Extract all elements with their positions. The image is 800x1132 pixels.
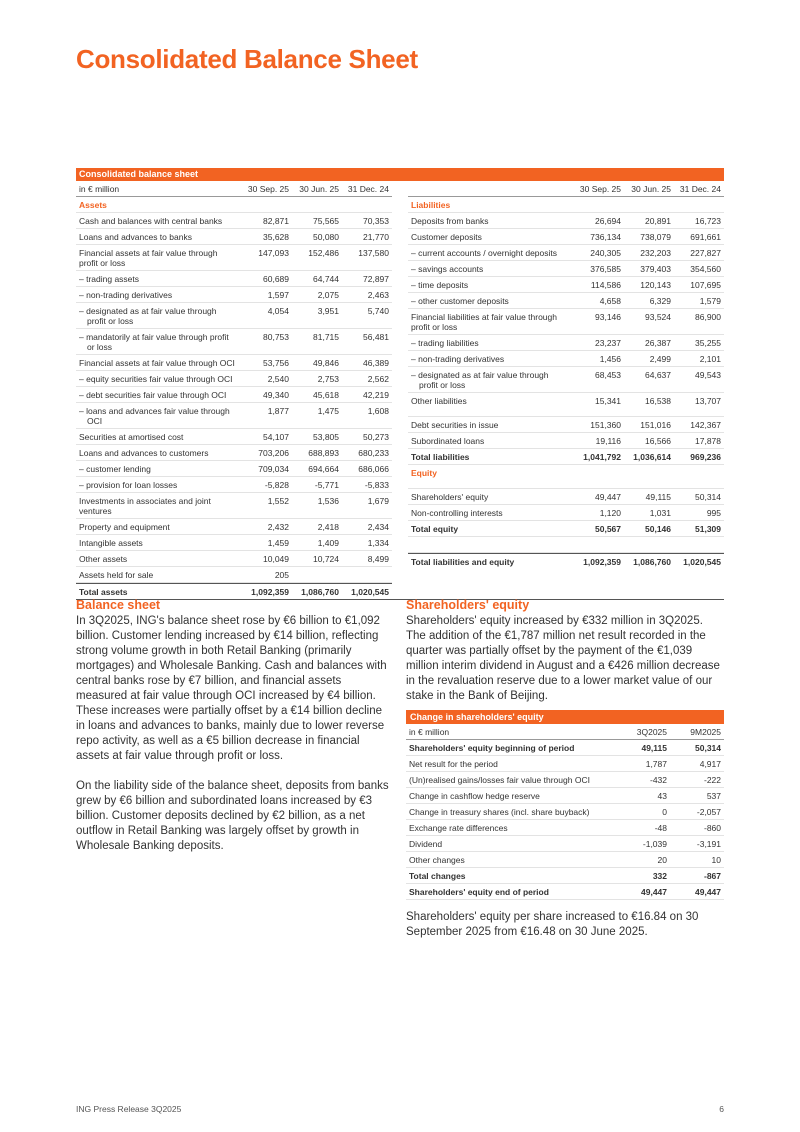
row-label: – debt securities fair value through OCI [79,389,227,400]
cell-value: 1,877 [267,405,289,416]
cell-value: 680,233 [358,447,389,458]
table-row [76,355,392,371]
cell-value: -3,191 [696,838,721,849]
table-row [76,229,392,245]
cell-value: 72,897 [363,273,389,284]
row-label: – other customer deposits [411,295,509,306]
cell-value: -5,771 [314,479,339,490]
cell-value: 240,305 [590,247,621,258]
row-label: – time deposits [411,279,469,290]
row-label: Investments in associates and joint ventures [79,495,211,516]
table-row [76,303,392,329]
cell-value: 81,715 [313,331,339,342]
cell-value: 0 [662,806,667,817]
row-label: Loans and advances to banks [79,231,192,242]
cell-value: 703,206 [258,447,289,458]
table-row [406,820,724,836]
cell-value: 49,846 [313,357,339,368]
cell-value: 49,447 [595,491,621,502]
cell-value: 64,637 [645,369,671,380]
row-label: Total changes [409,870,466,881]
cell-value: 1,020,545 [351,586,389,597]
table-row [406,868,724,884]
cell-value: 49,543 [695,369,721,380]
row-label: – customer lending [79,463,151,474]
section-header [408,197,724,213]
row-label: – trading liabilities [411,337,479,348]
col-header: 31 Dec. 24 [679,183,721,194]
cell-value: 691,661 [690,231,721,242]
cell-value: 6,329 [649,295,671,306]
balance-sheet-commentary [76,598,394,869]
row-label: – trading assets [79,273,140,284]
table-row [406,788,724,804]
col-header: 3Q2025 [636,726,667,737]
row-label: Subordinated loans [411,435,485,446]
cell-value: 151,016 [640,419,671,430]
table-row [408,393,724,417]
cell-value: 2,418 [317,521,339,532]
cell-value: -5,828 [264,479,289,490]
row-label: – provision for loan losses [79,479,178,490]
col-header: 9M2025 [690,726,721,737]
balance-sheet-table [76,168,724,600]
cell-value: 2,753 [317,373,339,384]
table-row [406,756,724,772]
cell-value: 147,093 [258,247,289,258]
equity-change-table [406,710,724,900]
cell-value: 50,567 [595,523,621,534]
cell-value: 49,447 [641,886,667,897]
cell-value: 50,080 [313,231,339,242]
table-row [76,535,392,551]
cell-value: 1,120 [599,507,621,518]
cell-value: 42,219 [363,389,389,400]
column-header-row [76,181,392,197]
table-row [76,493,392,519]
cell-value: 93,524 [645,311,671,322]
table-row [76,329,392,355]
cell-value: 10 [711,854,721,865]
row-label: Securities at amortised cost [79,431,184,442]
table-row [408,351,724,367]
table-row [76,213,392,229]
cell-value: 20 [657,854,667,865]
cell-value: 13,707 [695,395,721,406]
row-label: Total liabilities and equity [411,556,515,567]
cell-value: 114,586 [590,279,621,290]
table-row [406,884,724,900]
cell-value: 53,805 [313,431,339,442]
table-row [76,287,392,303]
liabilities-column [408,181,724,599]
cell-value: 50,314 [695,491,721,502]
row-label: Intangible assets [79,537,143,548]
col-header: 30 Jun. 25 [631,183,671,194]
paragraph: In 3Q2025, ING's balance sheet rose by €6 billion to €1,092 billion. Customer lending increased by €14 billion, reflecting strong volume growth in both Retail Banking (primarily mortgages) and Wholesale Banking. Cash and balances with central banks rose by €7 billion, and financial assets measured at fair value through OCI increased by €4 billion. These increases were partially offset by a €14 billion decline in loans and advances to banks, mainly due to lower reverse repo activity, as well as a €5 billion decrease in financial assets at fair value through profit or loss. [76,615,387,762]
cell-value: -860 [703,822,721,833]
col-header: 31 Dec. 24 [347,183,389,194]
cell-value: 21,770 [363,231,389,242]
row-label: Property and equipment [79,521,170,532]
row-label: Total liabilities [411,451,470,462]
table-row [76,403,392,429]
cell-value: 64,744 [313,273,339,284]
table-row [406,740,724,756]
table-row [76,371,392,387]
row-label: – designated as at fair value through profit or loss [79,305,217,326]
table-row [76,583,392,599]
cell-value: -48 [654,822,667,833]
cell-value: 49,447 [695,886,721,897]
table-row [408,293,724,309]
cell-value: 80,753 [263,331,289,342]
section-header [408,465,724,489]
cell-value: 2,562 [367,373,389,384]
cell-value: 16,723 [695,215,721,226]
cell-value: 15,341 [595,395,621,406]
table-row [76,445,392,461]
cell-value: 16,566 [645,435,671,446]
cell-value: 736,134 [590,231,621,242]
cell-value: 1,334 [367,537,389,548]
cell-value: 17,878 [695,435,721,446]
assets-column [76,181,392,599]
cell-value: 50,314 [695,742,721,753]
cell-value: 1,608 [367,405,389,416]
row-label: (Un)realised gains/losses fair value through OCI [409,774,590,785]
col-header: 30 Sep. 25 [579,183,621,194]
table-row [76,551,392,567]
cell-value: 1,579 [699,295,721,306]
equity-heading: Shareholders' equity [406,598,530,612]
cell-value: 227,827 [690,247,721,258]
cell-value: 10,049 [263,553,289,564]
cell-value: 50,273 [363,431,389,442]
table-row [408,433,724,449]
balance-sheet-title: Consolidated balance sheet [76,168,724,181]
cell-value: 376,585 [590,263,621,274]
cell-value: 2,075 [317,289,339,300]
cell-value: 688,893 [308,447,339,458]
cell-value: 4,917 [699,758,721,769]
cell-value: 35,628 [263,231,289,242]
cell-value: 1,459 [267,537,289,548]
table-row [406,772,724,788]
cell-value: 205 [274,569,289,580]
table-row [76,461,392,477]
cell-value: -5,833 [364,479,389,490]
cell-value: 86,900 [695,311,721,322]
cell-value: 2,540 [267,373,289,384]
cell-value: 4,658 [599,295,621,306]
cell-value: 694,664 [308,463,339,474]
cell-value: 3,951 [317,305,339,316]
section-label: Equity [411,467,437,478]
cell-value: 969,236 [690,451,721,462]
row-label: Change in treasury shares (incl. share buyback) [409,806,590,817]
cell-value: 137,580 [358,247,389,258]
cell-value: 23,237 [595,337,621,348]
row-label: – savings accounts [411,263,484,274]
paragraph: Shareholders' equity per share increased to €16.84 on 30 September 2025 from €16.48 on 30 June 2025. [406,911,699,938]
cell-value: 1,092,359 [583,556,621,567]
table-row [408,489,724,505]
cell-value: -222 [703,774,721,785]
row-label: Total equity [411,523,459,534]
row-label: Deposits from banks [411,215,489,226]
cell-value: 54,107 [263,431,289,442]
table-row [406,852,724,868]
cell-value: 709,034 [258,463,289,474]
cell-value: 82,871 [263,215,289,226]
cell-value: 2,463 [367,289,389,300]
cell-value: 738,079 [640,231,671,242]
cell-value: 107,695 [690,279,721,290]
cell-value: 5,740 [367,305,389,316]
table-row [406,804,724,820]
column-header-row [408,181,724,197]
cell-value: -2,057 [696,806,721,817]
row-label: Customer deposits [411,231,482,242]
row-label: Financial assets at fair value through profit or loss [79,247,218,268]
cell-value: 1,020,545 [683,556,721,567]
cell-value: 1,409 [317,537,339,548]
table-row [76,271,392,287]
table-row [408,213,724,229]
row-label: – equity securities fair value through OCI [79,373,233,384]
row-label: Shareholders' equity beginning of period [409,742,575,753]
cell-value: 20,891 [645,215,671,226]
cell-value: 2,434 [367,521,389,532]
row-label: Assets held for sale [79,569,154,580]
table-row [76,519,392,535]
table-row [408,335,724,351]
table-row [76,477,392,493]
assets-header: Assets [79,199,107,210]
cell-value: 26,387 [645,337,671,348]
cell-value: 1,679 [367,495,389,506]
cell-value: 75,565 [313,215,339,226]
cell-value: 49,115 [641,742,667,753]
paragraph: Shareholders' equity increased by €332 million in 3Q2025. The addition of the €1,787 million net result recorded in the quarter was partially offset by the payment of the €1,039 million interim dividend in August and a €426 million decrease in the revaluation reserve due to a lower market value of our stake in the Bank of Beijing. [406,615,720,702]
col-header: 30 Sep. 25 [247,183,289,194]
table-row [76,245,392,271]
table-row [408,309,724,335]
row-label: Loans and advances to customers [79,447,209,458]
equity-per-share-note [406,910,724,955]
row-label: Financial liabilities at fair value through profit or loss [411,311,557,332]
row-label: Change in cashflow hedge reserve [409,790,540,801]
table-row [408,449,724,465]
cell-value: 45,618 [313,389,339,400]
cell-value: 142,367 [690,419,721,430]
section-header [76,197,392,213]
cell-value: 56,481 [363,331,389,342]
cell-value: 1,552 [267,495,289,506]
cell-value: 151,360 [590,419,621,430]
table-row [76,429,392,445]
cell-value: 53,756 [263,357,289,368]
cell-value: 93,146 [595,311,621,322]
table-row [408,417,724,433]
cell-value: 4,054 [267,305,289,316]
cell-value: 2,499 [649,353,671,364]
cell-value: 1,031 [649,507,671,518]
row-label: Debt securities in issue [411,419,499,430]
blank-row [408,537,724,553]
col-header: 30 Jun. 25 [299,183,339,194]
cell-value: 26,694 [595,215,621,226]
paragraph: On the liability side of the balance sheet, deposits from banks grew by €6 billion and subordinated loans increased by €3 billion. Customer deposits declined by €2 billion, as a net outflow in Retail Banking was largely offset by growth in Wholesale Banking deposits. [76,780,389,852]
cell-value: 354,560 [690,263,721,274]
unit-label: in € million [79,183,120,194]
table-row [406,836,724,852]
cell-value: -432 [649,774,667,785]
row-label: Other liabilities [411,395,467,406]
cell-value: 686,066 [358,463,389,474]
cell-value: 68,453 [595,369,621,380]
cell-value: 50,146 [645,523,671,534]
cell-value: 8,499 [367,553,389,564]
row-label: Total assets [79,586,128,597]
row-label: Other assets [79,553,128,564]
row-label: Non-controlling interests [411,507,503,518]
equity-commentary [406,598,724,719]
cell-value: 49,340 [263,389,289,400]
row-label: – non-trading derivatives [411,353,505,364]
row-label: Other changes [409,854,465,865]
page-number: 6 [719,1104,724,1114]
cell-value: 1,787 [645,758,667,769]
footer-left: ING Press Release 3Q2025 [76,1104,182,1114]
cell-value: 2,432 [267,521,289,532]
table-row [408,261,724,277]
table-row [408,521,724,537]
unit-label: in € million [409,726,450,737]
cell-value: 60,689 [263,273,289,284]
table-row [408,229,724,245]
equity-table-title: Change in shareholders' equity [406,710,724,724]
table-row [408,505,724,521]
row-label: Cash and balances with central banks [79,215,223,226]
row-label: Dividend [409,838,443,849]
row-label: – designated as at fair value through profit or loss [411,369,549,390]
cell-value: 49,115 [645,491,671,502]
cell-value: 1,086,760 [633,556,671,567]
cell-value: 46,389 [363,357,389,368]
cell-value: 995 [706,507,721,518]
table-row [76,387,392,403]
table-row [408,553,724,569]
cell-value: 379,403 [640,263,671,274]
row-label: Shareholders' equity end of period [409,886,549,897]
row-label: Shareholders' equity [411,491,489,502]
cell-value: 1,475 [317,405,339,416]
cell-value: 51,309 [695,523,721,534]
cell-value: 1,041,792 [583,451,621,462]
cell-value: 16,538 [645,395,671,406]
balance-sheet-heading: Balance sheet [76,598,161,612]
cell-value: 1,597 [267,289,289,300]
table-row [408,277,724,293]
table-row [408,367,724,393]
cell-value: 1,086,760 [301,586,339,597]
cell-value: 232,203 [640,247,671,258]
row-label: Financial assets at fair value through OCI [79,357,235,368]
column-header-row [406,724,724,740]
cell-value: 35,255 [695,337,721,348]
row-label: Net result for the period [409,758,498,769]
cell-value: 120,143 [640,279,671,290]
cell-value: 1,092,359 [251,586,289,597]
row-label: Exchange rate differences [409,822,508,833]
cell-value: -1,039 [642,838,667,849]
row-label: – non-trading derivatives [79,289,173,300]
table-row [408,245,724,261]
cell-value: 1,536 [317,495,339,506]
cell-value: 537 [706,790,721,801]
row-label: – current accounts / overnight deposits [411,247,557,258]
row-label: – loans and advances fair value through OCI [79,405,230,426]
liabilities-header: Liabilities [411,199,451,210]
cell-value: 2,101 [699,353,721,364]
cell-value: 1,456 [599,353,621,364]
cell-value: 152,486 [308,247,339,258]
cell-value: 332 [652,870,667,881]
cell-value: 1,036,614 [633,451,671,462]
row-label: – mandatorily at fair value through profit or loss [79,331,229,352]
cell-value: -867 [703,870,721,881]
cell-value: 19,116 [595,435,621,446]
cell-value: 43 [657,790,667,801]
table-row [76,567,392,583]
cell-value: 10,724 [313,553,339,564]
page-title: Consolidated Balance Sheet [76,44,418,74]
cell-value: 70,353 [363,215,389,226]
